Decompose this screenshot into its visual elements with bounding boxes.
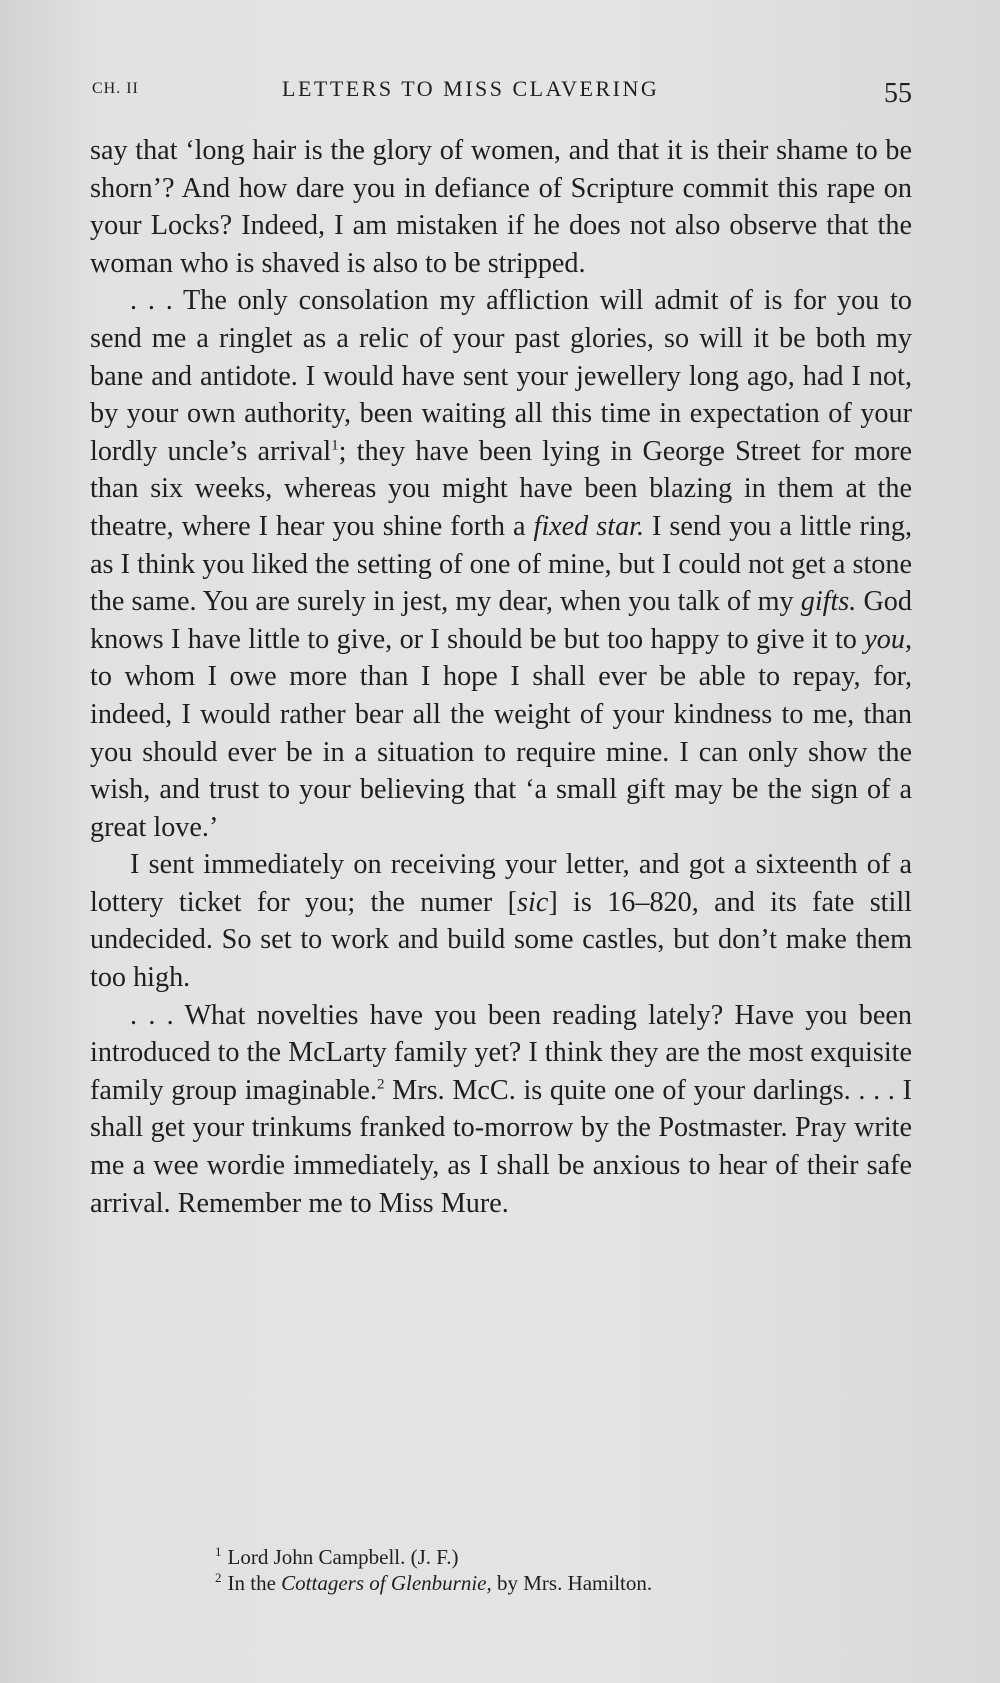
paragraph-4-text-a: . . . What novelties have you been reading lately? Have you been introduced to the McLarty family yet? I think they are the most exquisite family group imaginable. — [90, 999, 912, 1106]
paragraph-2-text-a: . . . The only consolation my affliction will admit of is for you to send me a ringlet as a relic of your past glories, so will it be both my bane and antidote. I would have sent your jewellery long ago, had I not, by your own authority, been waiting all this time in expectation of your lordly uncle’s arrival — [90, 285, 912, 467]
footnote-1-mark: 1 — [215, 1544, 222, 1559]
italic-gifts: gifts. — [800, 586, 857, 618]
footnote-2 — [215, 1570, 915, 1596]
italic-you: you, — [864, 623, 912, 655]
paragraph-2-text-f: God knows I have little to give, or I should be but too happy to give it to — [90, 586, 912, 655]
chapter-label: CH. II — [92, 80, 139, 97]
italic-fixed-star: fixed star. — [533, 510, 645, 542]
paragraph-4 — [90, 997, 912, 1223]
body-text — [90, 132, 912, 1222]
footnote-1-text: Lord John Campbell. (J. F.) — [227, 1545, 459, 1569]
footnote-2-text-pre: In the — [227, 1571, 282, 1595]
page-number: 55 — [884, 78, 912, 109]
footnote-2-mark: 2 — [215, 1570, 222, 1585]
paragraph-1 — [90, 132, 912, 282]
footnote-ref-1: 1 — [331, 437, 339, 454]
paragraph-4-text-b: Mrs. McC. is quite one of your darlings. . . . I shall get your trinkums franked to-morrow by the Postmaster. Pray write me a wee wordie immediately, as I shall be anxious to hear of their safe arrival. Remember me to Miss Mure. — [90, 1074, 912, 1219]
footnote-1 — [215, 1544, 915, 1570]
paragraph-3 — [90, 846, 912, 996]
paragraph-2-text-d: I send you a little ring, as I think you liked the setting of one of mine, but I could not get a stone the same. You are surely in jest, my dear, when you talk of my — [90, 510, 912, 618]
running-header — [92, 68, 912, 118]
footnotes — [215, 1544, 915, 1596]
paragraph-3-text-c: ] is 16–820, and its fate still undecided. So set to work and build some castles, but don’t make them too high. — [90, 886, 912, 994]
footnote-2-text-post: by Mrs. Hamilton. — [491, 1571, 653, 1595]
paragraph-2 — [90, 282, 912, 846]
paragraph-2-text-b: ; they have been lying in George Street for more than six weeks, whereas you might have been blazing in them at the theatre, where I hear you shine forth a — [90, 435, 912, 542]
footnote-ref-2: 2 — [377, 1076, 385, 1093]
italic-sic: sic — [517, 886, 549, 918]
paragraph-2-text-h: to whom I owe more than I hope I shall ever be able to repay, for, indeed, I would rather bear all the weight of your kindness to me, than you should ever be in a situation to require mine. I can only show the wish, and trust to your believing that ‘a small gift may be the sign of a great love.’ — [90, 661, 912, 843]
paragraph-3-text-a: I sent immediately on receiving your letter, and got a sixteenth of a lottery ticket for you; the numer [ — [90, 849, 912, 918]
running-title: LETTERS TO MISS CLAVERING — [282, 76, 660, 101]
footnote-2-italic-title: Cottagers of Glenburnie, — [281, 1571, 492, 1595]
paragraph-1-text: say that ‘long hair is the glory of women, and that it is their shame to be shorn’? And how dare you in defiance of Scripture commit this rape on your Locks? Indeed, I am mistaken if he does not also observe that the woman who is shaved is also to be stripped. — [90, 135, 912, 279]
